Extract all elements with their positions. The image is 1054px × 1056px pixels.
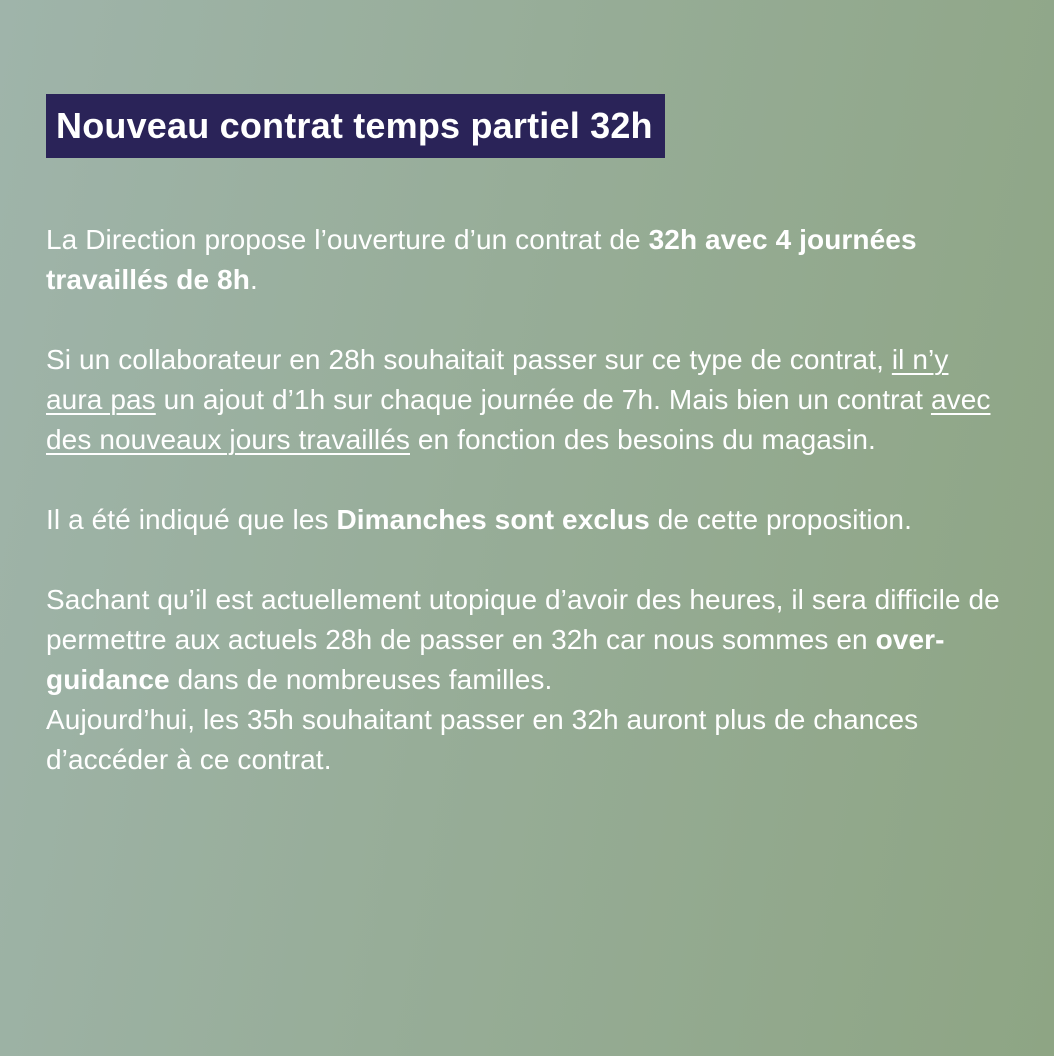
text: Si un collaborateur en 28h souhaitait passer sur ce type de contrat, (46, 344, 892, 375)
title-banner (46, 94, 665, 158)
page-title: Nouveau contrat temps partiel 32h (56, 105, 653, 146)
spacer (46, 540, 1006, 580)
bold-text: Dimanches sont exclus (336, 504, 650, 535)
bold-text: over-guidance (46, 624, 945, 695)
underlined-text: avec des nouveaux jours travaillés (46, 384, 991, 455)
announcement-body (46, 220, 1006, 780)
text: La Direction propose l’ouverture d’un contrat de (46, 224, 649, 255)
text: un ajout d’1h sur chaque journée de 7h. Mais bien un contrat (155, 384, 931, 415)
text: de cette proposition. (649, 504, 912, 535)
bold-text: 32h avec 4 journées travaillés de 8h (46, 224, 917, 295)
text: Sachant qu’il est actuellement utopique d’avoir des heures, il sera difficile de permettre aux actuels 28h de passer en 32h car nous sommes en (46, 584, 1000, 655)
spacer (46, 300, 1006, 340)
text: Il a été indiqué que les (46, 504, 337, 535)
text: Aujourd’hui, les 35h souhaitant passer en 32h auront plus de chances d’accéder à ce contrat. (46, 704, 919, 775)
paragraph-35h-priority (46, 700, 1006, 780)
text: . (249, 264, 258, 295)
paragraph-28h-collaborators (46, 340, 1006, 460)
spacer (46, 460, 1006, 500)
underlined-text: il n’y aura pas (46, 344, 949, 415)
paragraph-contract-offer (46, 220, 1006, 300)
text: en fonction des besoins du magasin. (410, 424, 876, 455)
paragraph-sundays (46, 500, 1006, 540)
text: dans de nombreuses familles. (169, 664, 553, 695)
paragraph-over-guidance (46, 580, 1006, 700)
